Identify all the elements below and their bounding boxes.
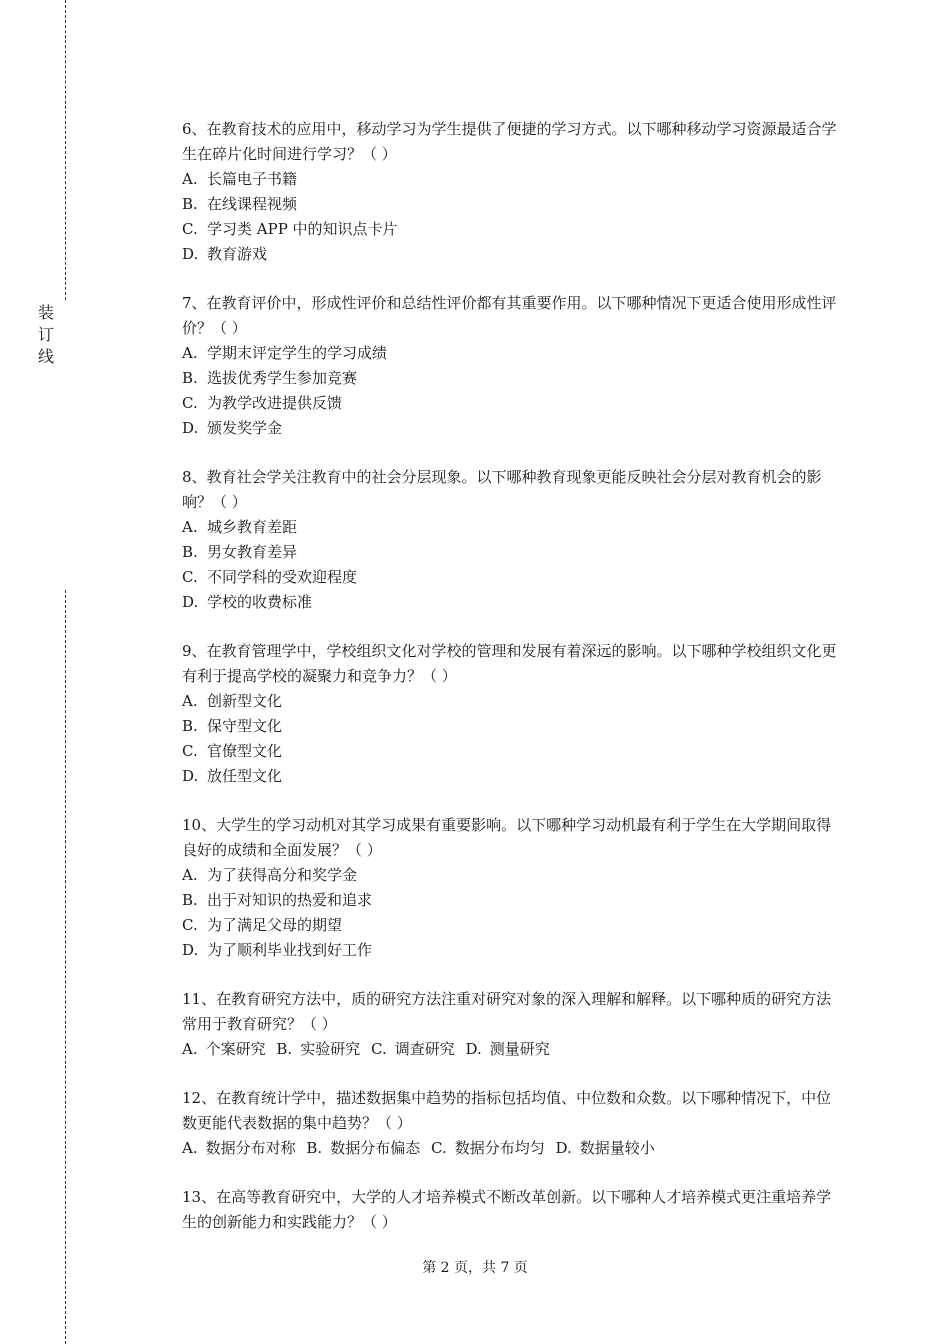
option-text: 创新型文化 <box>207 692 283 710</box>
option-text: 调查研究 <box>394 1040 455 1058</box>
option-letter: C. <box>182 220 198 238</box>
question-list <box>182 117 842 1259</box>
option-letter: D. <box>182 941 199 959</box>
option-letter: A. <box>182 170 198 188</box>
option-text: 数据分布偏态 <box>330 1139 421 1157</box>
option-d[interactable] <box>182 764 842 789</box>
question-stem: 8、教育社会学关注教育中的社会分层现象。以下哪种教育现象更能反映社会分层对教育机会的影响？（ ） <box>182 468 822 511</box>
option-b[interactable] <box>182 888 842 913</box>
binding-char: 线 <box>37 347 54 366</box>
option-text: 城乡教育差距 <box>207 518 298 536</box>
question-13 <box>182 1185 842 1235</box>
option-b[interactable] <box>182 714 842 739</box>
binding-dashed-line-bottom <box>65 590 66 1344</box>
option-text: 颁发奖学金 <box>207 419 283 437</box>
question-stem: 6、在教育技术的应用中，移动学习为学生提供了便捷的学习方式。以下哪种移动学习资源最适合学生在碎片化时间进行学习？（ ） <box>182 120 837 163</box>
option-text: 实验研究 <box>300 1040 361 1058</box>
option-letter: D. <box>182 245 199 263</box>
option-a[interactable] <box>182 1139 302 1157</box>
inline-options <box>182 1037 842 1062</box>
question-stem: 13、在高等教育研究中，大学的人才培养模式不断改革创新。以下哪种人才培养模式更注重培养学生的创新能力和实践能力？（ ） <box>182 1188 832 1231</box>
inline-options <box>182 1136 842 1161</box>
option-letter: C. <box>182 916 198 934</box>
option-text: 学校的收费标准 <box>207 593 313 611</box>
option-letter: D. <box>465 1040 482 1058</box>
option-text: 测量研究 <box>489 1040 550 1058</box>
question-7 <box>182 291 842 441</box>
option-c[interactable] <box>182 739 842 764</box>
option-b[interactable] <box>276 1040 366 1058</box>
option-text: 数据量较小 <box>579 1139 655 1157</box>
option-text: 为了满足父母的期望 <box>207 916 343 934</box>
question-12 <box>182 1086 842 1161</box>
option-letter: D. <box>182 767 199 785</box>
option-a[interactable] <box>182 341 842 366</box>
option-letter: C. <box>371 1040 387 1058</box>
option-text: 放任型文化 <box>207 767 283 785</box>
option-c[interactable] <box>431 1139 551 1157</box>
option-c[interactable] <box>182 217 842 242</box>
option-text: 数据分布均匀 <box>454 1139 545 1157</box>
option-d[interactable] <box>466 1040 556 1058</box>
binding-char: 订 <box>37 325 54 344</box>
option-text: 学期末评定学生的学习成绩 <box>207 344 388 362</box>
question-11 <box>182 987 842 1062</box>
option-letter: C. <box>182 568 198 586</box>
option-letter: C. <box>182 394 198 412</box>
binding-char: 装 <box>37 303 54 322</box>
question-stem: 12、在教育统计学中，描述数据集中趋势的指标包括均值、中位数和众数。以下哪种情况下，中位数更能代表数据的集中趋势？（ ） <box>182 1089 832 1132</box>
binding-dashed-line-top <box>65 0 66 300</box>
option-text: 教育游戏 <box>207 245 268 263</box>
option-c[interactable] <box>182 565 842 590</box>
binding-label <box>36 302 56 368</box>
question-stem: 11、在教育研究方法中，质的研究方法注重对研究对象的深入理解和解释。以下哪种质的研究方法常用于教育研究？（ ） <box>182 990 832 1033</box>
question-9 <box>182 639 842 789</box>
question-stem: 9、在教育管理学中，学校组织文化对学校的管理和发展有着深远的影响。以下哪种学校组织文化更有利于提高学校的凝聚力和竞争力？（ ） <box>182 642 837 685</box>
option-text: 选拔优秀学生参加竞赛 <box>207 369 358 387</box>
option-c[interactable] <box>371 1040 461 1058</box>
option-letter: A. <box>182 1040 198 1058</box>
option-d[interactable] <box>182 242 842 267</box>
option-text: 官僚型文化 <box>207 742 283 760</box>
option-b[interactable] <box>182 192 842 217</box>
option-letter: B. <box>182 195 198 213</box>
question-stem: 7、在教育评价中，形成性评价和总结性评价都有其重要作用。以下哪种情况下更适合使用形成性评价？（ ） <box>182 294 837 337</box>
question-stem: 10、大学生的学习动机对其学习成果有重要影响。以下哪种学习动机最有利于学生在大学期间取得良好的成绩和全面发展？（ ） <box>182 816 832 859</box>
option-c[interactable] <box>182 913 842 938</box>
option-text: 长篇电子书籍 <box>207 170 298 188</box>
option-letter: C. <box>182 742 198 760</box>
option-b[interactable] <box>306 1139 426 1157</box>
question-8 <box>182 465 842 615</box>
option-letter: C. <box>431 1139 447 1157</box>
option-a[interactable] <box>182 1040 272 1058</box>
option-text: 在线课程视频 <box>207 195 298 213</box>
option-d[interactable] <box>556 1139 661 1157</box>
page-number: 第 2 页，共 7 页 <box>422 1260 528 1276</box>
option-text: 不同学科的受欢迎程度 <box>207 568 358 586</box>
option-c[interactable] <box>182 391 842 416</box>
option-text: 为了获得高分和奖学金 <box>207 866 358 884</box>
option-letter: B. <box>276 1040 293 1058</box>
option-text: 出于对知识的热爱和追求 <box>207 891 373 909</box>
option-letter: D. <box>182 419 199 437</box>
option-letter: A. <box>182 692 198 710</box>
question-6 <box>182 117 842 267</box>
option-a[interactable] <box>182 167 842 192</box>
option-text: 为了顺利毕业找到好工作 <box>207 941 373 959</box>
option-text: 个案研究 <box>205 1040 266 1058</box>
option-text: 男女教育差异 <box>207 543 298 561</box>
option-letter: D. <box>555 1139 572 1157</box>
option-letter: A. <box>182 518 198 536</box>
option-a[interactable] <box>182 515 842 540</box>
option-letter: B. <box>306 1139 323 1157</box>
option-b[interactable] <box>182 366 842 391</box>
option-text: 数据分布对称 <box>205 1139 296 1157</box>
option-letter: B. <box>182 369 198 387</box>
option-text: 为教学改进提供反馈 <box>207 394 343 412</box>
option-a[interactable] <box>182 689 842 714</box>
option-d[interactable] <box>182 416 842 441</box>
option-text: 学习类 APP 中的知识点卡片 <box>207 220 398 238</box>
question-10 <box>182 813 842 963</box>
option-letter: A. <box>182 1139 198 1157</box>
option-text: 保守型文化 <box>207 717 283 735</box>
option-d[interactable] <box>182 590 842 615</box>
option-letter: B. <box>182 543 198 561</box>
option-a[interactable] <box>182 863 842 888</box>
option-b[interactable] <box>182 540 842 565</box>
option-letter: D. <box>182 593 199 611</box>
option-letter: A. <box>182 344 198 362</box>
option-d[interactable] <box>182 938 842 963</box>
option-letter: A. <box>182 866 198 884</box>
option-letter: B. <box>182 891 198 909</box>
option-letter: B. <box>182 717 198 735</box>
